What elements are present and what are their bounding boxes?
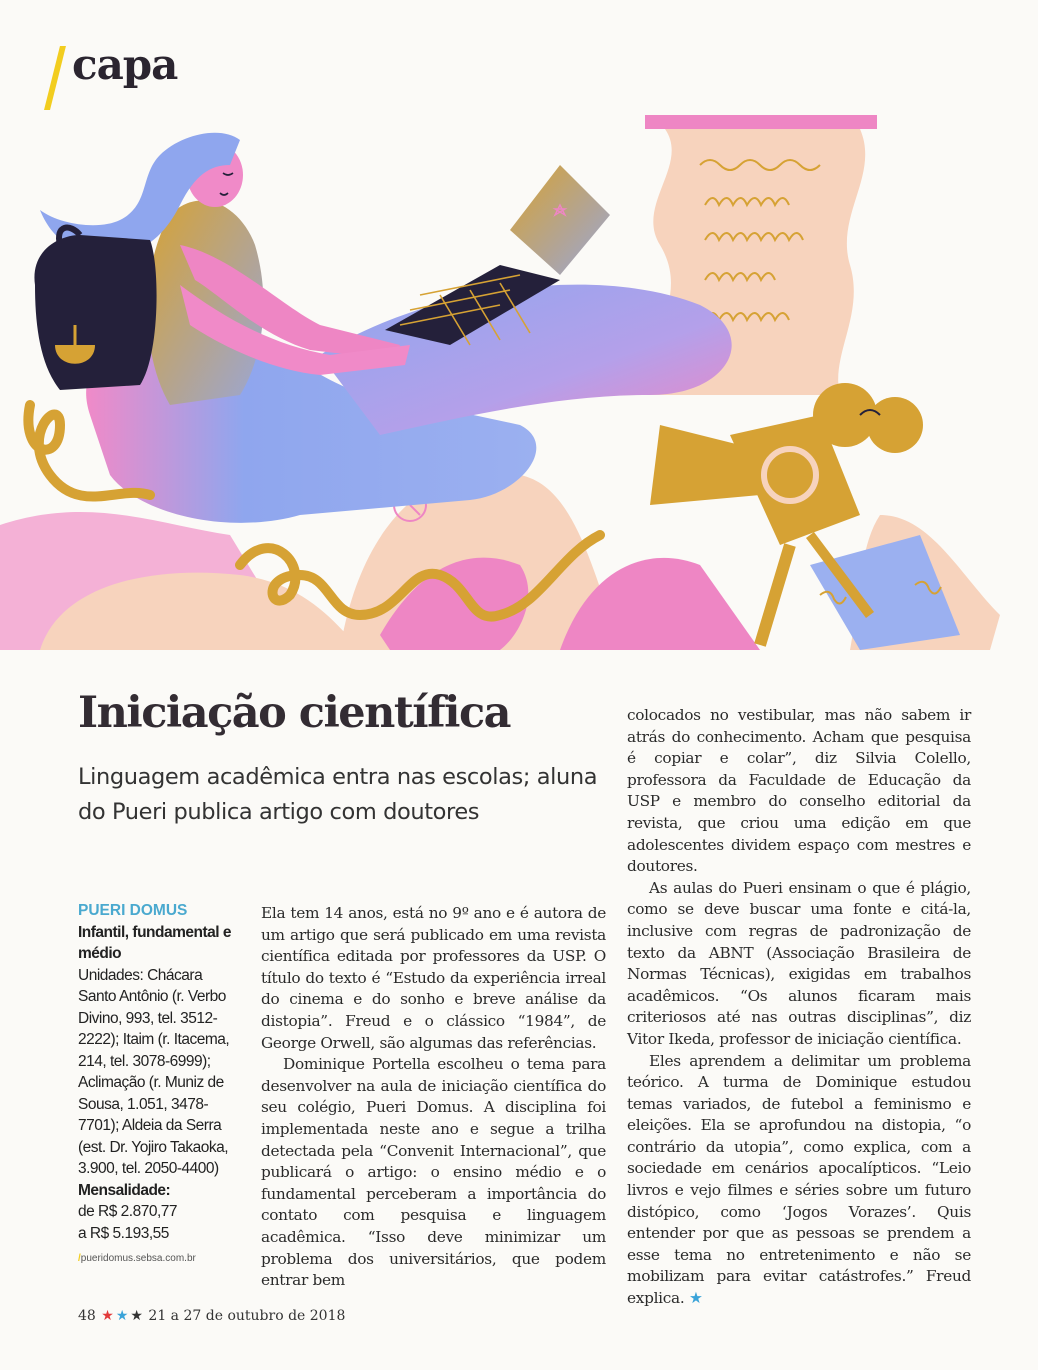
- cover-illustration: [0, 95, 1038, 650]
- article-paragraph-text: Eles aprendem a delimitar um problema teórico. A turma de Dominique estudou temas variados, de futebol a feminismo e eleições. Ela se aprofundou na distopia, “o contrário da utopia”, como explica, com a sociedade em cenários apocalípticos. “Leio livros e vejo filmes e séries sobre um futuro distópico, como ‘Jogos Vorazes’. Quis entender por que as pessoas se prendem a esse tema no entretenimento e não se mobilizam para evitar catástrofes.” Freud explica.: [627, 1051, 971, 1308]
- school-units: Unidades: Chácara Santo Antônio (r. Verbo Divino, 993, tel. 3512-2222); Itaim (r. Itacema, 214, tel. 3078-6999); Aclimação (r. Muniz de Sousa, 1.051, 3478-7701); Aldeia da Serra (est. Dr. Yojiro Takaoka, 3.900, tel. 2050-4400): [78, 966, 230, 1177]
- headline: Iniciação científica: [78, 688, 510, 738]
- article-paragraph: As aulas do Pueri ensinam o que é plágio, como se deve buscar uma fonte e citá-la, inclusive com regras de padronização de texto da ABNT (Associação Brasileira de Normas Técnicas), exigidas em trabalhos acadêmicos. “Os alunos ficaram mais criteriosos até nas outras disciplinas”, diz Vitor Ikeda, professor de iniciação científica.: [627, 878, 971, 1048]
- school-info-box: [78, 900, 243, 1270]
- article-column-2: [627, 705, 971, 1310]
- school-levels: Infantil, fundamental e médio: [78, 923, 231, 962]
- section-label: capa: [72, 40, 178, 89]
- fee-min: de R$ 2.870,77: [78, 1203, 178, 1220]
- issue-date: 21 a 27 de outubro de 2018: [148, 1308, 346, 1324]
- fee-max: a R$ 5.193,55: [78, 1224, 169, 1242]
- url-text: pueridomus.sebsa.com.br: [80, 1253, 196, 1264]
- red-star-icon: ★: [101, 1308, 114, 1324]
- article-paragraph: colocados no vestibular, mas não sabem ir atrás do conhecimento. Acham que pesquisa é copiar e colar”, diz Silvia Colello, professora da Faculdade de Educação da USP e membro do conselho editorial da revista, que criou uma edição em que adolescentes dividem espaço com mestres e doutores.: [627, 706, 971, 876]
- subhead: Linguagem acadêmica entra nas escolas; aluna do Pueri publica artigo com doutores: [78, 764, 598, 825]
- backpack: [34, 228, 156, 390]
- fee-label: Mensalidade:: [78, 1181, 171, 1199]
- page-footer: [78, 1308, 345, 1324]
- article-paragraph: Dominique Portella escolheu o tema para desenvolver na aula de iniciação científica do seu colégio, Pueri Domus. A disciplina foi implementada neste ano e segue a trilha detectada pela “Convenit Internacional”, que publicará o artigo: o ensino médio e o fundamental perceberam a importância do contato com pesquisa e linguagem acadêmica. “Isso deve minimizar um problema dos universitários, que podem entrar bem: [261, 1055, 606, 1290]
- blue-star-icon: ★: [115, 1308, 129, 1324]
- article-column-1: [261, 903, 606, 1292]
- dark-star-icon: ★: [130, 1308, 143, 1324]
- school-name: PUERI DOMUS: [78, 902, 188, 919]
- page-number: 48: [78, 1308, 96, 1324]
- end-mark-star-icon: ★: [688, 1289, 703, 1308]
- url-slash: /: [78, 1253, 81, 1264]
- school-url[interactable]: [78, 1248, 243, 1270]
- article-paragraph: Ela tem 14 anos, está no 9º ano e é autora de um artigo que será publicado em uma revista científica editada por professores da USP. O título do texto é “Estudo da experiência irreal do cinema e do sonho e breve análise da distopia”. Freud e o clássico “1984”, de George Orwell, são algumas das referências.: [261, 904, 606, 1052]
- article-paragraph-last: [627, 1051, 971, 1310]
